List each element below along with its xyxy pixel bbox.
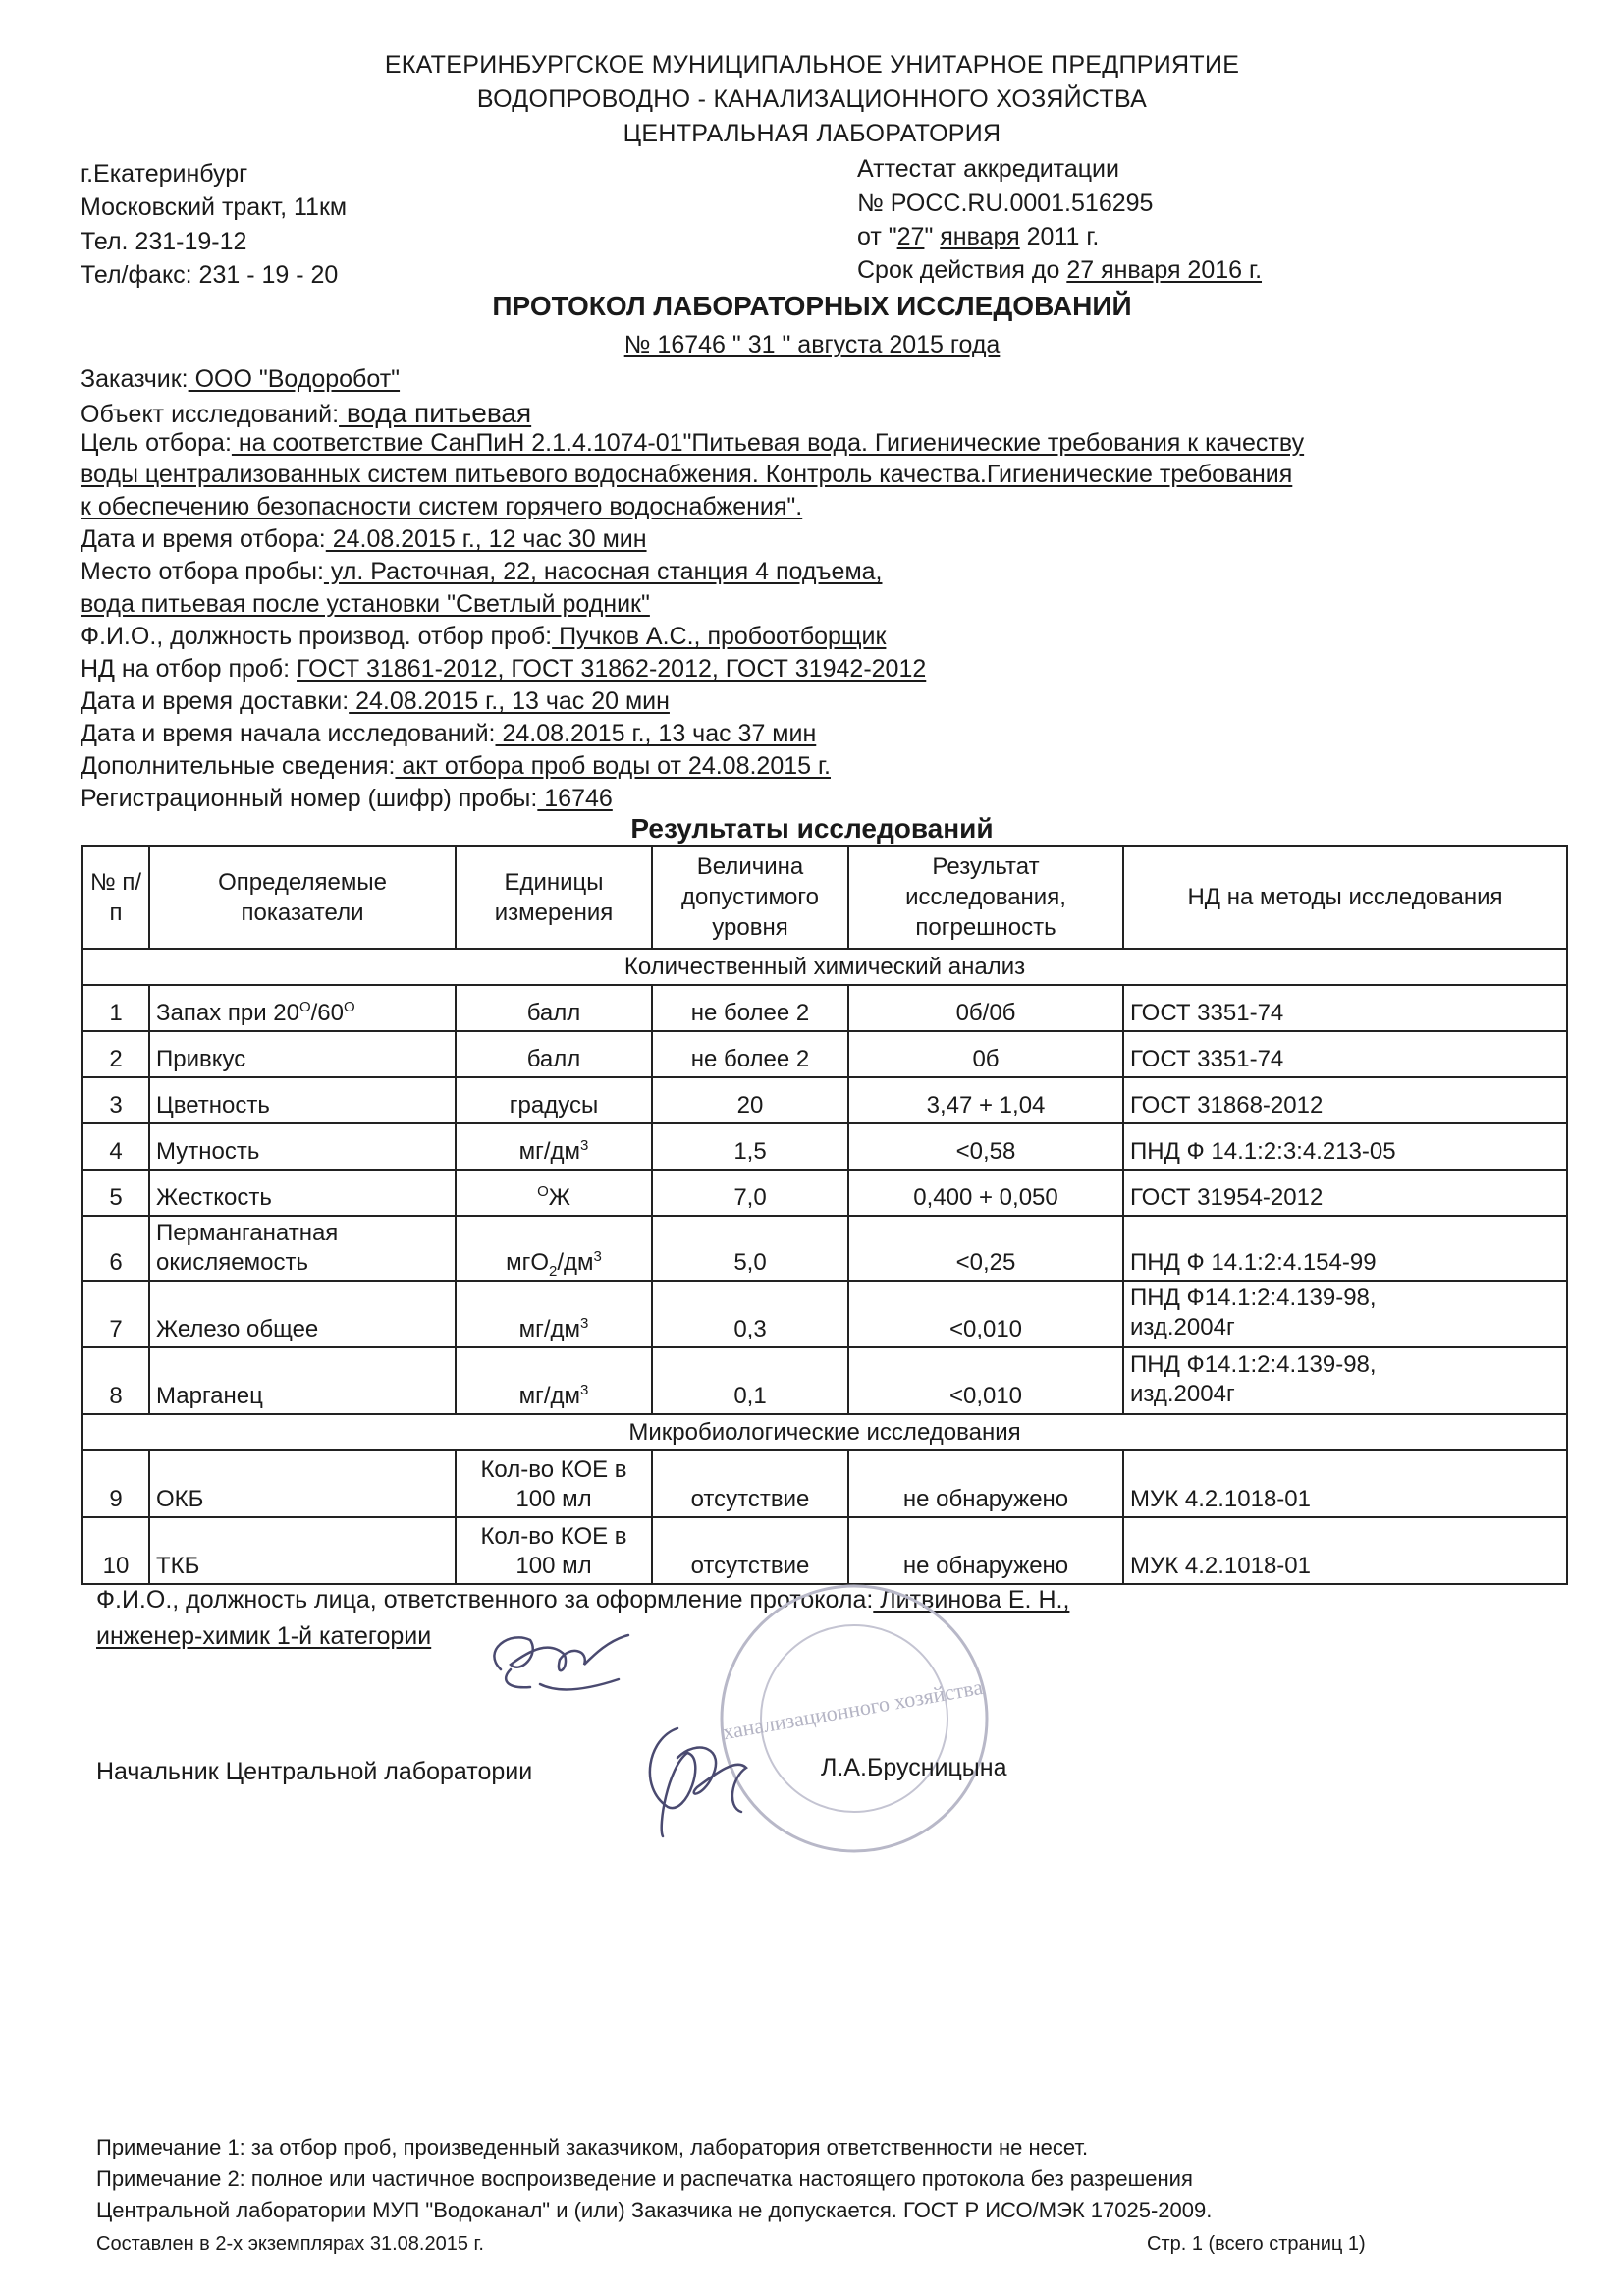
head-of-lab-label: Начальник Центральной лаборатории [96,1758,533,1785]
col-header-number: № п/п [82,846,149,949]
object-field: Объект исследований: вода питьевая [81,398,532,428]
accreditation-date: от "27" января 2011 г. [857,223,1100,250]
accreditation-title: Аттестат аккредитации [857,155,1119,183]
protocol-title: ПРОТОКОЛ ЛАБОРАТОРНЫХ ИССЛЕДОВАНИЙ [492,291,1132,321]
org-line-1: ЕКАТЕРИНБУРГСКОЕ МУНИЦИПАЛЬНОЕ УНИТАРНОЕ ПРЕДПРИЯТИЕ [384,51,1240,79]
section-microbiology: Микробиологические исследования [82,1414,1567,1450]
signature-head [619,1699,766,1846]
table-row: 6 Перманганатная окисляемость $мгО_2/дм^3$ 5,0 <0,25 ПНД Ф 14.1:2:4.154-99 [82,1216,1567,1281]
extra-info-field: Дополнительные сведения: акт отбора проб воды от 24.08.2015 г. [81,752,831,780]
table-row: 1 Запах при $20^O/60^O$ балл не более 2 0б/0б ГОСТ 3351-74 [82,985,1567,1031]
validity: Срок действия до 27 января 2016 г. [857,256,1263,284]
sampling-datetime-field: Дата и время отбора: 24.08.2015 г., 12 час 30 мин [81,525,647,553]
col-header-indicator: Определяемые показатели [149,846,456,949]
copies-info: Составлен в 2-х экземплярах 31.08.2015 г. [96,2233,484,2255]
place-field: Место отбора пробы: ул. Расточная, 22, насосная станция 4 подъема, [81,558,883,585]
results-table [81,845,1568,1585]
results-title: Результаты исследований [630,813,994,844]
table-row: 4 Мутность $мг/дм^3$ 1,5 <0,58 ПНД Ф 14.1:2:3:4.213-05 [82,1123,1567,1170]
page-number: Стр. 1 (всего страниц 1) [1147,2233,1366,2255]
table-row: 3 Цветность градусы 20 3,47 + 1,04 ГОСТ 31868-2012 [82,1077,1567,1123]
protocol-number: № 16746 " 31 " августа 2015 года [623,331,1001,358]
note-1: Примечание 1: за отбор проб, произведенный заказчиком, лаборатория ответственности не несет. [96,2135,1089,2159]
responsible-position: инженер-химик 1-й категории [96,1622,432,1650]
research-start-field: Дата и время начала исследований: 24.08.2015 г., 13 час 37 мин [81,720,817,747]
col-header-units: Единицы измерения [456,846,652,949]
table-header-row [82,846,1567,949]
purpose-line-2: воды централизованных систем питьевого водоснабжения. Контроль качества.Гигиенические требования [81,461,1293,488]
table-row: 9 ОКБ Кол-во КОЕ в 100 мл отсутствие не обнаружено МУК 4.2.1018-01 [82,1450,1567,1517]
table-row: 2 Привкус балл не более 2 0б ГОСТ 3351-74 [82,1031,1567,1077]
customer-field: Заказчик: ООО "Водоробот" [81,365,401,393]
org-line-2: ВОДОПРОВОДНО - КАНАЛИЗАЦИОННОГО ХОЗЯЙСТВА [476,85,1148,113]
signature-responsible [471,1611,658,1709]
head-of-lab-name: Л.А.Брусницына [821,1754,1007,1781]
col-header-method: НД на методы исследования [1123,846,1567,949]
responsible-person: Ф.И.О., должность лица, ответственного за оформление протокола: Литвинова Е. Н., [96,1586,1070,1613]
table-row: 5 Жесткость $^O$Ж 7,0 0,400 + 0,050 ГОСТ 31954-2012 [82,1170,1567,1216]
registration-field: Регистрационный номер (шифр) пробы: 16746 [81,785,613,812]
col-header-limit: Величина допустимого уровня [652,846,848,949]
address: Московский тракт, 11км [81,193,348,221]
purpose-field: Цель отбора: на соответствие СанПиН 2.1.4.1074-01"Питьевая вода. Гигиенические требования к качеству [81,429,1305,457]
stamp-text: ханализационного хозяйства [720,1674,985,1745]
delivery-field: Дата и время доставки: 24.08.2015 г., 13 час 20 мин [81,687,670,715]
purpose-line-3: к обеспечению безопасности систем горячего водоснабжения". [81,493,803,520]
table-row: 8 Марганец $мг/дм^3$ 0,1 <0,010 ПНД Ф14.1:2:4.139-98, изд.2004г [82,1347,1567,1414]
place-line-2: вода питьевая после установки "Светлый родник" [81,590,650,618]
accreditation-number: № РОСС.RU.0001.516295 [857,190,1154,217]
org-line-3: ЦЕНТРАЛЬНАЯ ЛАБОРАТОРИЯ [623,120,1001,147]
table-row: 7 Железо общее $мг/дм^3$ 0,3 <0,010 ПНД Ф14.1:2:4.139-98, изд.2004г [82,1281,1567,1347]
phone: Тел. 231-19-12 [81,228,247,255]
note-2: Примечание 2: полное или частичное воспроизведение и распечатка настоящего протокола без разрешения [96,2166,1193,2191]
sampler-field: Ф.И.О., должность производ. отбор проб: Пучков А.С., пробоотборщик [81,623,887,650]
city: г.Екатеринбург [81,160,248,188]
section-chemical: Количественный химический анализ [82,949,1567,985]
nd-sampling-field: НД на отбор проб: ГОСТ 31861-2012, ГОСТ 31862-2012, ГОСТ 31942-2012 [81,655,927,683]
col-header-result: Результат исследования, погрешность [848,846,1123,949]
note-3: Центральной лаборатории МУП "Водоканал" и (или) Заказчика не допускается. ГОСТ Р ИСО/МЭК 17025-2009. [96,2198,1213,2222]
fax: Тел/факс: 231 - 19 - 20 [81,261,339,289]
table-row: 10 ТКБ Кол-во КОЕ в 100 мл отсутствие не обнаружено МУК 4.2.1018-01 [82,1517,1567,1584]
